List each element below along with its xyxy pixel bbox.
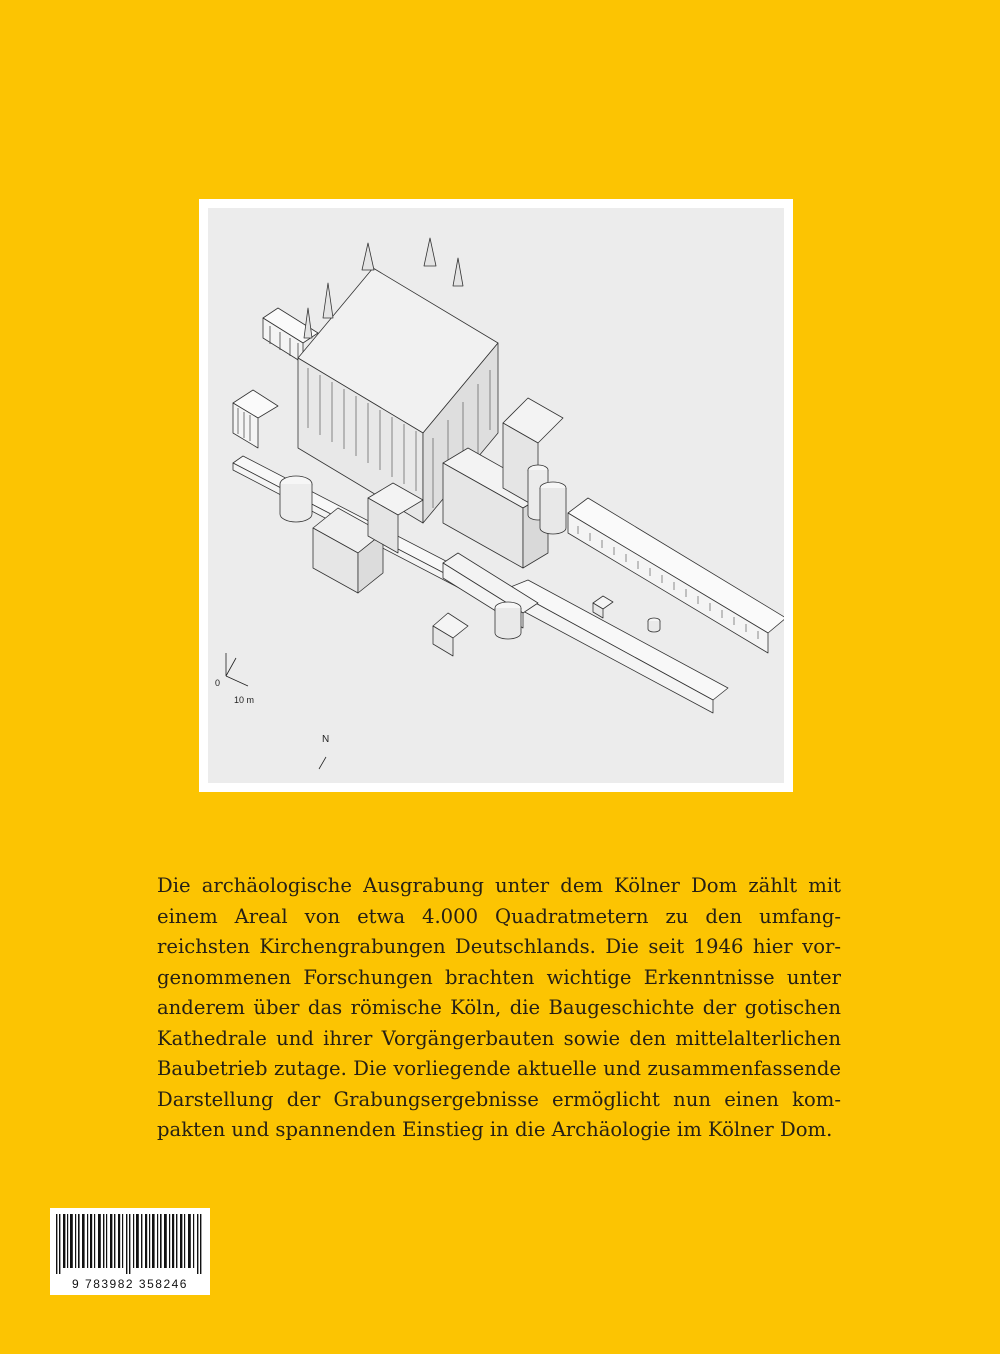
cover-illustration bbox=[199, 199, 793, 792]
blurb-line: Kathedrale und ihrer Vorgängerbauten sowie den mittelalterlichen bbox=[157, 1026, 841, 1050]
cathedral-drawing bbox=[208, 208, 784, 783]
back-cover-blurb bbox=[157, 871, 841, 1146]
blurb-line: genommenen Forschungen brachten wichtige Erkenntnisse unter bbox=[157, 965, 841, 989]
blurb-line: reichsten Kirchengrabungen Deutschlands. Die seit 1946 hier vor- bbox=[157, 935, 841, 958]
blurb-line: einem Areal von etwa 4.000 Quadratmetern zu den umfang- bbox=[157, 904, 841, 928]
isbn-barcode bbox=[50, 1208, 210, 1295]
cathedral-isometric-drawing bbox=[208, 208, 784, 783]
barcode-bars bbox=[54, 1214, 206, 1274]
blurb-line: Baubetrieb zutage. Die vorliegende aktuelle und zusammenfassende bbox=[157, 1057, 841, 1080]
blurb-line: anderem über das römische Köln, die Baugeschichte der gotischen bbox=[157, 996, 841, 1019]
scale-distance-label: 10 m bbox=[234, 695, 255, 705]
blurb-line: pakten und spannenden Einstieg in die Archäologie im Kölner Dom. bbox=[157, 1118, 833, 1141]
north-arrow-label: N bbox=[322, 734, 330, 745]
blurb-line: Die archäologische Ausgrabung unter dem Kölner Dom zählt mit bbox=[157, 874, 841, 897]
scale-origin-label: 0 bbox=[215, 678, 221, 688]
isbn-number: 9 783982 358246 bbox=[72, 1277, 188, 1291]
blurb-line: Darstellung der Grabungsergebnisse ermöglicht nun einen kom- bbox=[157, 1087, 841, 1111]
